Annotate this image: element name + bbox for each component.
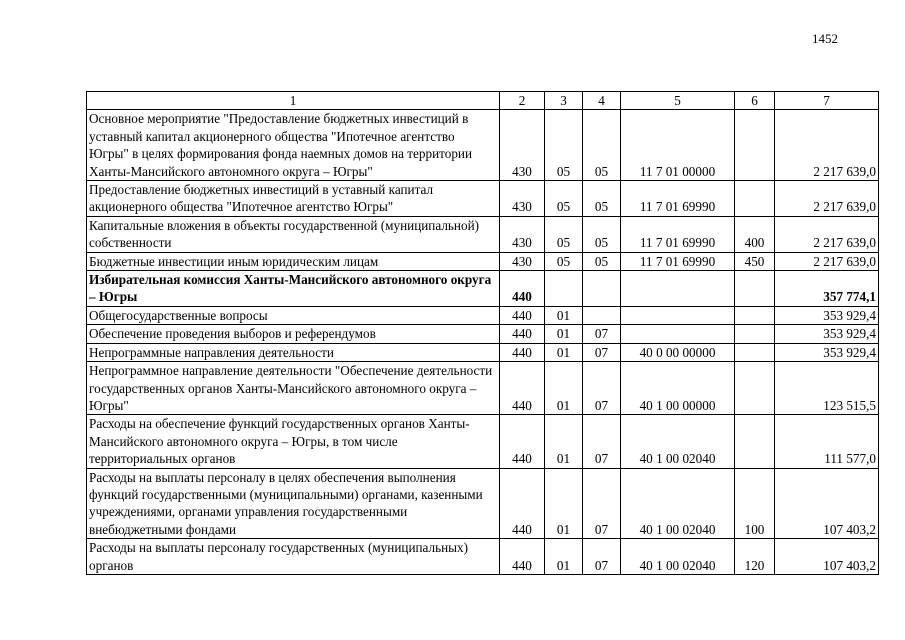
row-section: 01 [545,362,583,415]
header-cell: 7 [775,92,879,110]
row-ministry: 440 [500,468,545,539]
row-name: Избирательная комиссия Ханты-Мансийского автономного округа – Югры [87,271,500,307]
row-amount: 107 403,2 [775,539,879,575]
row-expense-type [735,415,775,468]
row-ministry: 430 [500,252,545,270]
row-expense-type [735,306,775,324]
row-target-article: 40 1 00 02040 [621,468,735,539]
header-cell: 1 [87,92,500,110]
row-subsection: 07 [583,415,621,468]
row-ministry: 440 [500,271,545,307]
row-section: 01 [545,539,583,575]
row-expense-type [735,325,775,343]
row-section: 01 [545,306,583,324]
row-target-article [621,306,735,324]
row-ministry: 440 [500,343,545,361]
row-expense-type [735,362,775,415]
table-row [87,362,879,415]
row-name: Расходы на обеспечение функций государственных органов Ханты-Мансийского автономного округа – Югры, в том числе территориальных органов [87,415,500,468]
row-target-article [621,325,735,343]
header-cell: 5 [621,92,735,110]
row-target-article: 40 1 00 02040 [621,539,735,575]
row-name: Непрограммные направления деятельности [87,343,500,361]
row-amount: 111 577,0 [775,415,879,468]
row-target-article: 40 1 00 00000 [621,362,735,415]
row-ministry: 440 [500,362,545,415]
row-name: Основное мероприятие "Предоставление бюджетных инвестиций в уставный капитал акционерного общества "Ипотечное агентство Югры" в целях формирования фонда наемных домов на территории Ханты-Мансийского автономного округа – Югры" [87,110,500,181]
row-name: Непрограммное направление деятельности "Обеспечение деятельности государственных органов Ханты-Мансийского автономного округа – Югры" [87,362,500,415]
table-row [87,415,879,468]
row-section: 05 [545,216,583,252]
row-amount: 357 774,1 [775,271,879,307]
table-row [87,468,879,539]
row-target-article: 11 7 01 69990 [621,216,735,252]
row-amount: 353 929,4 [775,343,879,361]
row-target-article: 40 1 00 02040 [621,415,735,468]
row-section: 05 [545,181,583,217]
row-section: 01 [545,468,583,539]
table-row [87,216,879,252]
row-expense-type: 100 [735,468,775,539]
row-section: 01 [545,415,583,468]
row-subsection: 07 [583,343,621,361]
row-amount: 353 929,4 [775,325,879,343]
row-subsection: 07 [583,468,621,539]
row-section: 05 [545,110,583,181]
row-ministry: 440 [500,325,545,343]
table-row [87,110,879,181]
row-section: 01 [545,343,583,361]
row-subsection: 05 [583,110,621,181]
row-ministry: 430 [500,216,545,252]
header-cell: 3 [545,92,583,110]
header-cell: 4 [583,92,621,110]
row-expense-type: 450 [735,252,775,270]
row-target-article: 11 7 01 69990 [621,252,735,270]
row-subsection [583,271,621,307]
row-amount: 353 929,4 [775,306,879,324]
row-name: Расходы на выплаты персоналу в целях обеспечения выполнения функций государственными (муниципальными) органами, казенными учреждениями, органами управления государственными внебюджетными фондами [87,468,500,539]
table-row [87,325,879,343]
row-subsection [583,306,621,324]
row-expense-type [735,343,775,361]
row-amount: 2 217 639,0 [775,252,879,270]
row-target-article: 40 0 00 00000 [621,343,735,361]
table-row [87,252,879,270]
row-section: 05 [545,252,583,270]
row-amount: 2 217 639,0 [775,216,879,252]
row-section: 01 [545,325,583,343]
row-name: Общегосударственные вопросы [87,306,500,324]
row-ministry: 440 [500,306,545,324]
header-cell: 2 [500,92,545,110]
row-subsection: 07 [583,362,621,415]
row-amount: 2 217 639,0 [775,110,879,181]
row-expense-type [735,181,775,217]
row-name: Бюджетные инвестиции иным юридическим лицам [87,252,500,270]
row-amount: 123 515,5 [775,362,879,415]
row-expense-type: 120 [735,539,775,575]
table-row [87,343,879,361]
row-amount: 2 217 639,0 [775,181,879,217]
row-name: Обеспечение проведения выборов и референдумов [87,325,500,343]
row-target-article: 11 7 01 69990 [621,181,735,217]
table-row [87,306,879,324]
row-amount: 107 403,2 [775,468,879,539]
row-name: Капитальные вложения в объекты государственной (муниципальной) собственности [87,216,500,252]
row-expense-type [735,110,775,181]
table-header-row [87,92,879,110]
row-ministry: 440 [500,415,545,468]
page-number: 1452 [812,31,838,46]
row-subsection: 05 [583,216,621,252]
table-row [87,271,879,307]
row-target-article: 11 7 01 00000 [621,110,735,181]
row-section [545,271,583,307]
row-ministry: 440 [500,539,545,575]
budget-table [86,91,879,575]
row-expense-type: 400 [735,216,775,252]
row-target-article [621,271,735,307]
row-subsection: 07 [583,539,621,575]
row-subsection: 05 [583,181,621,217]
table-row [87,539,879,575]
table-row [87,181,879,217]
row-subsection: 07 [583,325,621,343]
row-expense-type [735,271,775,307]
header-cell: 6 [735,92,775,110]
row-subsection: 05 [583,252,621,270]
row-ministry: 430 [500,181,545,217]
row-name: Расходы на выплаты персоналу государственных (муниципальных) органов [87,539,500,575]
row-name: Предоставление бюджетных инвестиций в уставный капитал акционерного общества "Ипотечное агентство Югры" [87,181,500,217]
row-ministry: 430 [500,110,545,181]
